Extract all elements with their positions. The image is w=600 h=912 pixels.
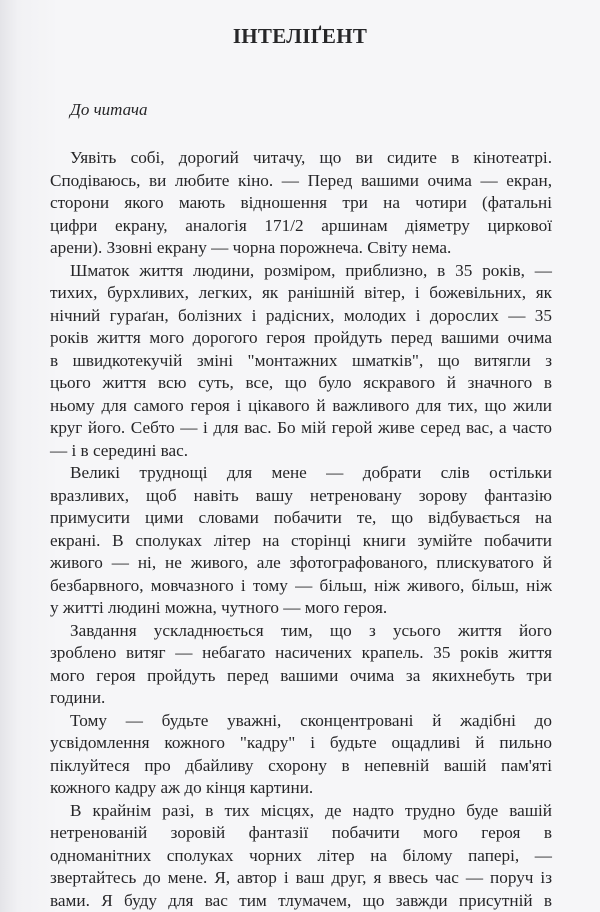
- paragraph: [50, 260, 552, 463]
- text-line: круг його. Себто — і для вас. Бо мій герой живе серед вас, а часто: [50, 417, 552, 440]
- text-line: цього життя всю суть, все, що було яскравого й значного в: [50, 372, 552, 395]
- paragraph: [50, 800, 552, 912]
- text-line: у житті людині можна, чутного — мого героя.: [50, 597, 552, 620]
- paragraph: [50, 710, 552, 800]
- page-title: ІНТЕЛІҐЕНТ: [0, 24, 600, 49]
- text-line: нетренованій зоровій фантазії побачити мого героя в: [50, 822, 552, 845]
- text-line: вами. Я буду для вас тим тлумачем, що завжди присутній в: [50, 890, 552, 912]
- text-line: Тому — будьте уважні, сконцентровані й жадібні до: [50, 710, 552, 733]
- paragraph: [50, 620, 552, 710]
- text-line: в швидкотекучій зміні "монтажних шматків", що витягли з: [50, 350, 552, 373]
- text-line: усвідомлення кожного "кадру" і будьте ощадливі й пильно: [50, 732, 552, 755]
- text-line: Великі труднощі для мене — добрати слів остільки: [50, 462, 552, 485]
- text-line: екрані. В сполуках літер на сторінці книги зумійте побачити: [50, 530, 552, 553]
- text-line: зроблено витяг — небагато насичених крапель. 35 років життя: [50, 642, 552, 665]
- text-line: ньому для самого героя і цікавого й важливого для тих, що жили: [50, 395, 552, 418]
- paragraph: [50, 147, 552, 260]
- paragraph: [50, 462, 552, 620]
- text-line: Шматок життя людини, розміром, приблизно, в 35 років, —: [50, 260, 552, 283]
- text-line: піклуйтеся про дбайливу схорону в непевній вашій пам'яті: [50, 755, 552, 778]
- section-subtitle: До читача: [70, 100, 148, 120]
- text-line: арени). Ззовні екрану — чорна порожнеча. Світу нема.: [50, 237, 552, 260]
- text-line: тихих, бурхливих, легких, як ранішній вітер, і божевільних, як: [50, 282, 552, 305]
- text-line: — і в середині вас.: [50, 440, 552, 463]
- text-line: років життя мого дорогого героя пройдуть перед вашими очима: [50, 327, 552, 350]
- text-line: цифри екрану, аналогія 171/2 аршинам діяметру циркової: [50, 215, 552, 238]
- text-line: вразливих, щоб навіть вашу нетреновану зорову фантазію: [50, 485, 552, 508]
- text-line: мого героя пройдуть перед вашими очима за якихнебуть три: [50, 665, 552, 688]
- text-line: примусити цими словами побачити те, що відбувається на: [50, 507, 552, 530]
- text-line: Сподіваюсь, ви любите кіно. — Перед вашими очима — екран,: [50, 170, 552, 193]
- text-line: сторони якого мають відношення три на чотири (фатальні: [50, 192, 552, 215]
- text-line: Уявіть собі, дорогий читачу, що ви сидите в кінотеатрі.: [50, 147, 552, 170]
- document-body: [50, 147, 552, 912]
- text-line: години.: [50, 687, 552, 710]
- text-line: кожного кадру аж до кінця картини.: [50, 777, 552, 800]
- text-line: звертайтесь до мене. Я, автор і ваш друг, я ввесь час — поруч із: [50, 867, 552, 890]
- text-line: одноманітних сполуках чорних літер на білому папері, —: [50, 845, 552, 868]
- text-line: нічний гураґан, болізних і радісних, молодих і дорослих — 35: [50, 305, 552, 328]
- text-line: Завдання ускладнюється тим, що з усього життя його: [50, 620, 552, 643]
- text-line: В крайнім разі, в тих місцях, де надто трудно буде вашій: [50, 800, 552, 823]
- text-line: живого — ні, не живого, але зфотографованого, плискуватого й: [50, 552, 552, 575]
- text-line: безбарвного, мовчазного і тому — більш, ніж живого, більш, ніж: [50, 575, 552, 598]
